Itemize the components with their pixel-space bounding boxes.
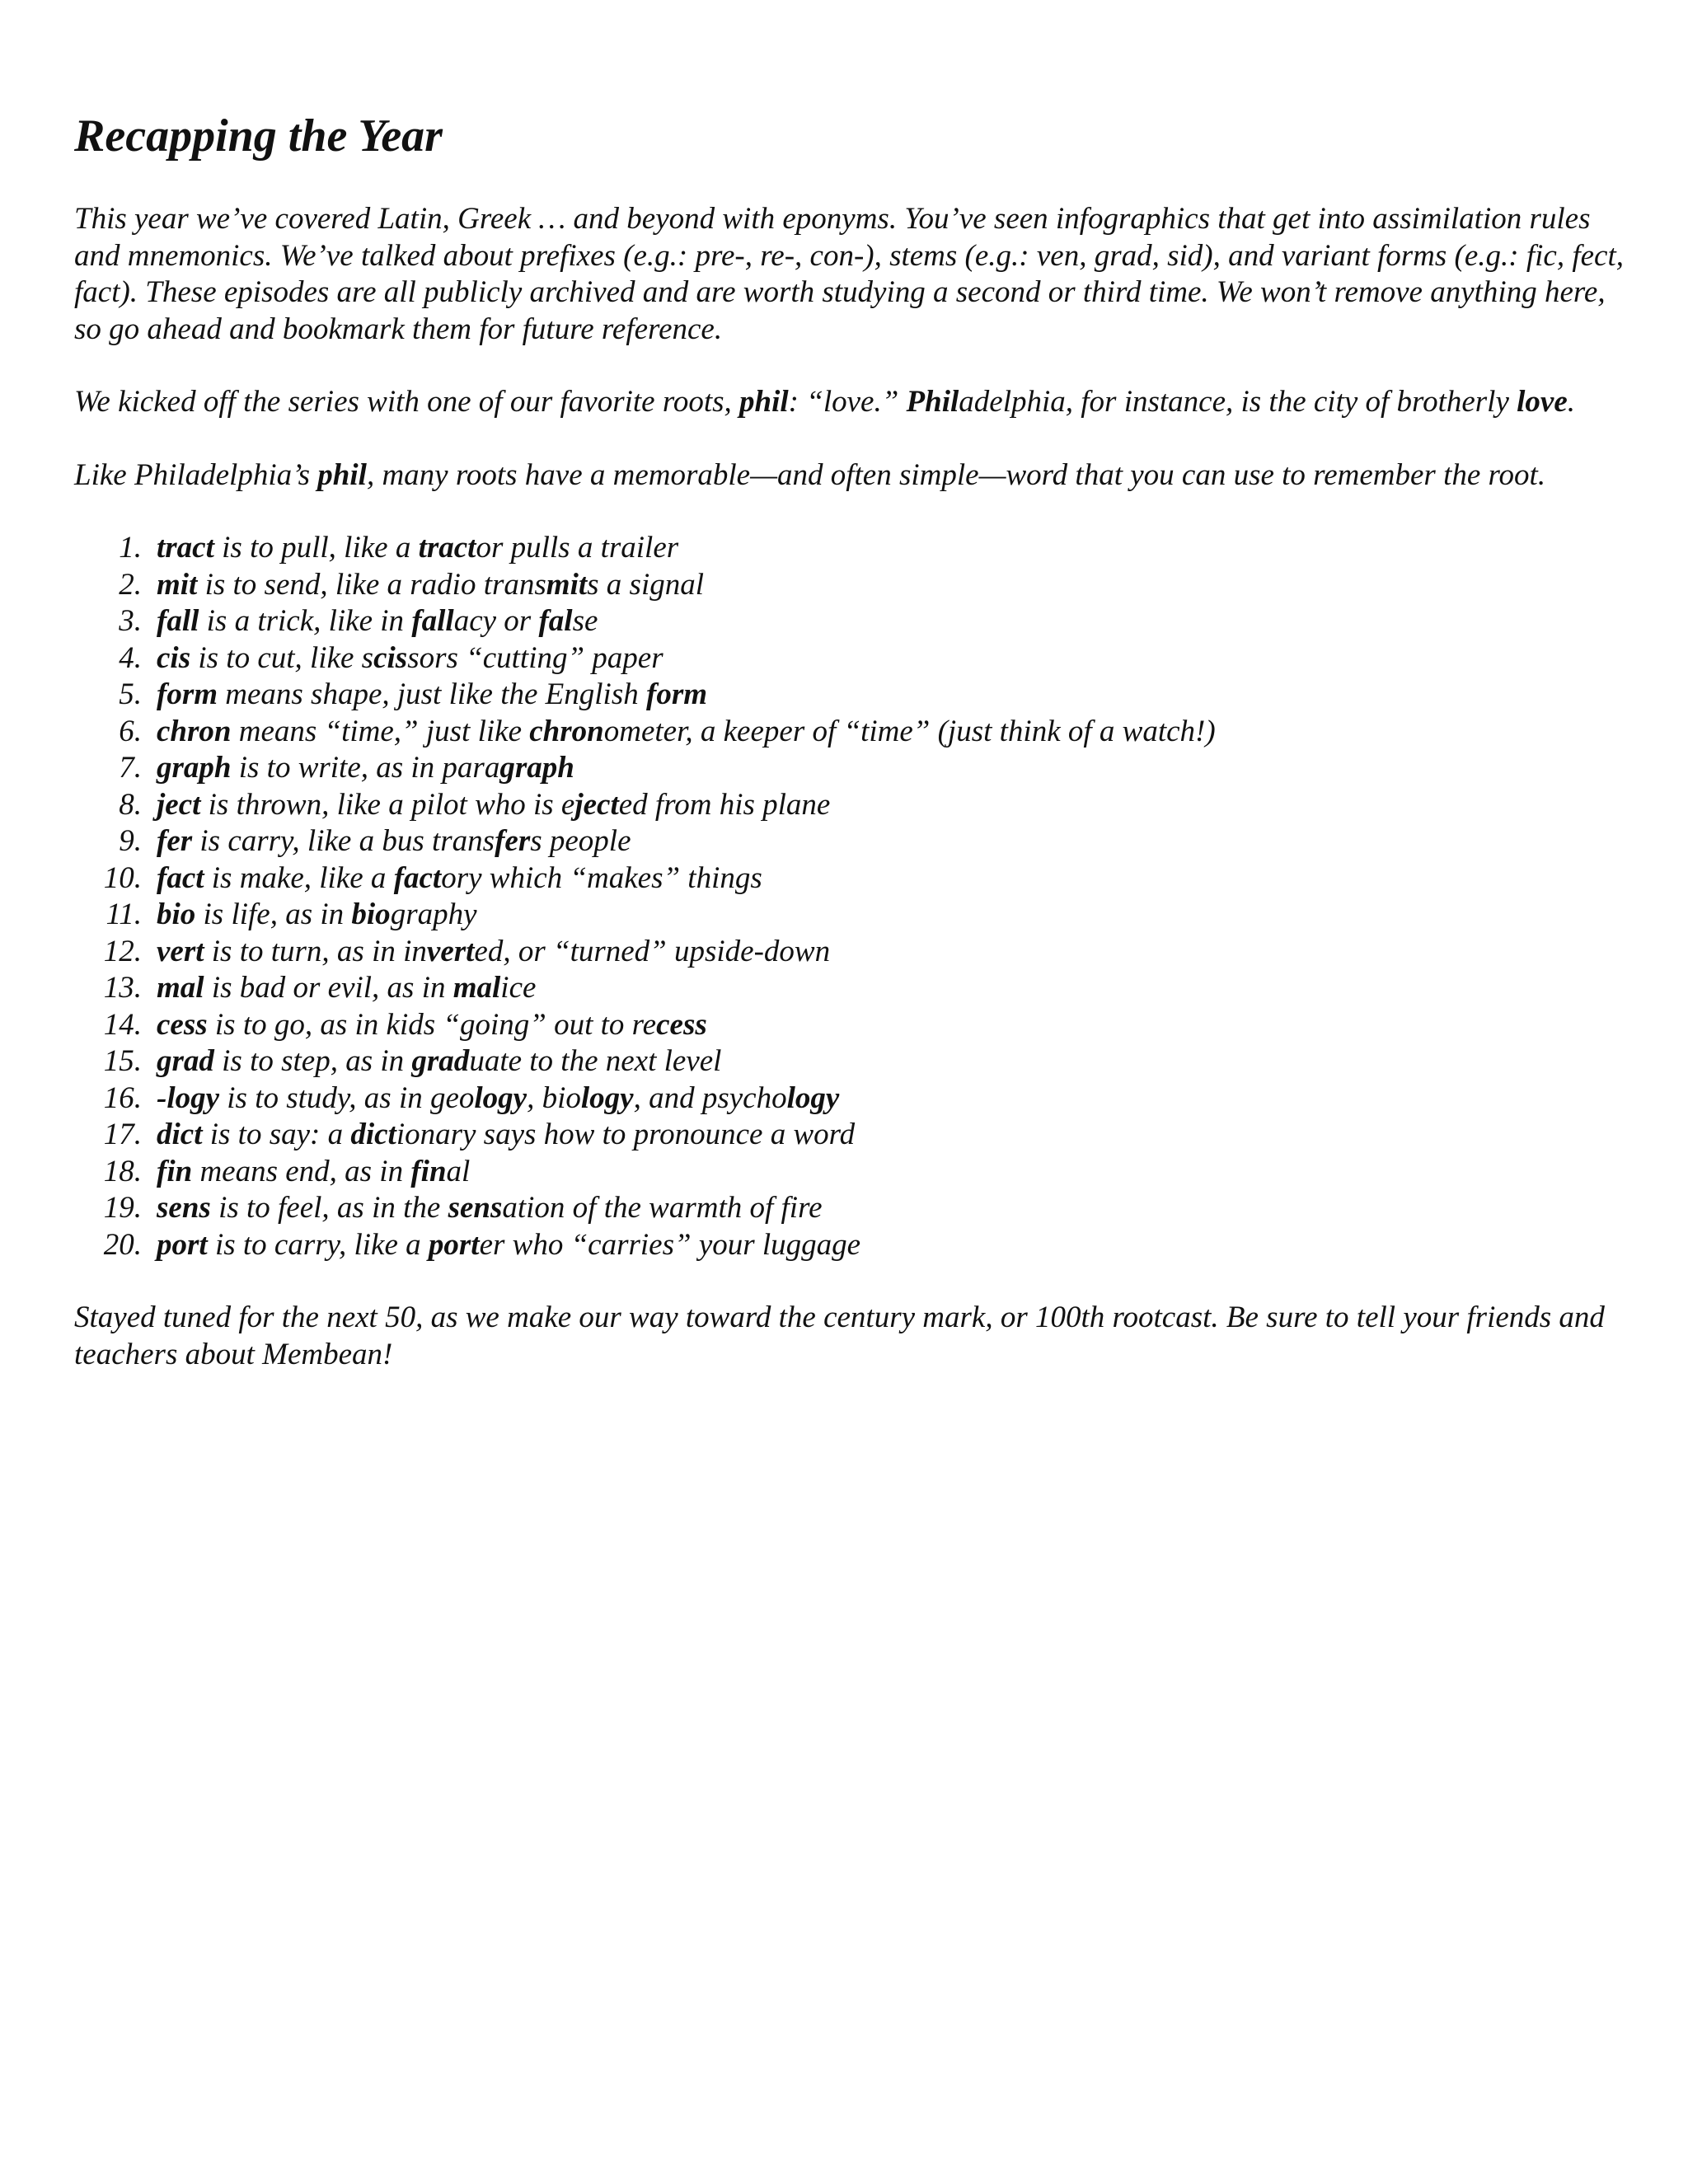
text-run: is to pull, like a <box>213 531 419 565</box>
like-paragraph <box>74 457 1632 494</box>
text-run: ice <box>500 971 537 1005</box>
root-highlight: vert <box>157 934 204 968</box>
list-item <box>74 530 1632 567</box>
text-run: ionary says how to pronounce a word <box>396 1118 856 1151</box>
list-item <box>74 750 1632 787</box>
root-highlight: mit <box>157 567 198 602</box>
list-number: 14. <box>103 1007 142 1042</box>
text-run: is bad or evil, as in <box>204 971 453 1005</box>
root-highlight: Phil <box>906 385 959 419</box>
text-run: is to go, as in kids “going” out to re <box>207 1007 657 1042</box>
root-highlight: cis <box>373 640 408 675</box>
text-run: is to send, like a radio trans <box>197 567 546 602</box>
list-number: 6. <box>119 714 142 748</box>
list-item <box>74 603 1632 640</box>
list-item <box>74 823 1632 860</box>
list-item <box>74 934 1632 971</box>
root-highlight: mal <box>452 971 501 1005</box>
root-highlight: form <box>646 677 707 711</box>
list-number: 3. <box>119 604 142 638</box>
root-highlight: port <box>428 1227 480 1262</box>
root-highlight: grad <box>411 1044 470 1078</box>
root-highlight: fall <box>411 604 454 638</box>
text-run: is thrown, like a pilot who is e <box>200 787 575 822</box>
text-run: is to feel, as in the <box>210 1191 448 1225</box>
text-run: s people <box>530 824 631 858</box>
text-run: al <box>446 1154 471 1188</box>
text-run: is make, like a <box>204 860 394 895</box>
text-run: is life, as in <box>195 898 352 931</box>
text-run: , many roots have a memorable—and often simple—word that you can use to remember the root. <box>366 457 1546 492</box>
root-highlight: port <box>157 1227 208 1262</box>
list-item <box>74 1007 1632 1044</box>
text-run: means end, as in <box>192 1154 411 1188</box>
page-title: Recapping the Year <box>74 110 443 162</box>
root-highlight: vert <box>426 934 475 968</box>
text-run: is to say: a <box>202 1118 351 1151</box>
text-run: is carry, like a bus trans <box>192 824 495 858</box>
list-item <box>74 970 1632 1007</box>
text-run: is to turn, as in in <box>204 934 427 968</box>
list-number: 9. <box>119 824 142 858</box>
list-item <box>74 1190 1632 1227</box>
list-number: 11. <box>106 898 142 931</box>
text-run: acy or <box>453 604 539 638</box>
list-number: 1. <box>119 531 142 565</box>
list-number: 13. <box>103 971 142 1005</box>
document-page <box>74 107 1632 1409</box>
root-highlight: tract <box>157 531 214 565</box>
root-highlight: dict <box>350 1118 396 1151</box>
text-run: , and psycho <box>633 1080 787 1115</box>
phil-paragraph <box>74 384 1632 421</box>
list-number: 12. <box>103 934 142 968</box>
text-run: is to cut, like s <box>190 640 374 675</box>
list-item <box>74 1080 1632 1118</box>
root-highlight: ject <box>157 787 201 822</box>
text-run: ed from his plane <box>618 787 831 822</box>
root-highlight: fact <box>157 860 204 895</box>
root-highlight: graph <box>157 751 232 785</box>
root-highlight: bio <box>351 898 391 931</box>
list-number: 15. <box>103 1044 142 1078</box>
text-run: ory which “makes” things <box>441 860 762 895</box>
list-item <box>74 1227 1632 1264</box>
text-run: s a signal <box>587 567 704 602</box>
root-highlight: mit <box>546 567 588 602</box>
root-highlight: sens <box>448 1191 503 1225</box>
text-run: means shape, just like the English <box>218 677 646 711</box>
list-item <box>74 714 1632 751</box>
text-run: is to carry, like a <box>207 1227 429 1262</box>
text-run: ed, or “turned” upside-down <box>474 934 831 968</box>
text-run: uate to the next level <box>469 1044 722 1078</box>
list-item <box>74 677 1632 714</box>
list-number: 10. <box>103 860 142 895</box>
root-highlight: chron <box>529 714 604 748</box>
text-run: sors “cutting” paper <box>407 640 663 675</box>
list-number: 2. <box>119 567 142 602</box>
root-highlight: chron <box>157 714 232 748</box>
text-run: Like Philadelphia’s <box>74 457 318 492</box>
text-run: is to step, as in <box>213 1044 412 1078</box>
list-item <box>74 1154 1632 1191</box>
list-item <box>74 1043 1632 1080</box>
root-highlight: fer <box>495 824 531 858</box>
root-highlight: love <box>1517 385 1568 419</box>
root-highlight: logy <box>474 1080 528 1115</box>
list-item <box>74 860 1632 898</box>
text-run: : “love.” <box>788 385 907 419</box>
list-item <box>74 567 1632 604</box>
text-run: is a trick, like in <box>199 604 412 638</box>
list-item <box>74 897 1632 934</box>
root-highlight: fin <box>157 1154 193 1188</box>
intro-paragraph: This year we’ve covered Latin, Greek … and beyond with eponyms. You’ve seen infographics that get into assimilation rules and mnemonics. We’ve talked about prefixes (e.g.: pre-, re-, con-), stems (e.g.: ven, grad, sid), and variant forms (e.g.: fic, fect, fact). These episodes are all publicly archived and are worth studying a second or third time. We won’t remove anything here, so go ahead and bookmark them for future reference. <box>74 202 1624 346</box>
root-highlight: cis <box>157 640 191 675</box>
root-highlight: dict <box>157 1118 203 1151</box>
root-highlight: phil <box>739 385 789 419</box>
text-run: means “time,” just like <box>231 714 530 748</box>
root-highlight: bio <box>157 898 196 931</box>
list-number: 7. <box>119 751 142 785</box>
list-number: 17. <box>103 1118 142 1151</box>
root-highlight: logy <box>580 1080 634 1115</box>
text-run: , bio <box>527 1080 581 1115</box>
root-highlight: cess <box>656 1007 707 1042</box>
list-number: 4. <box>119 640 142 675</box>
text-run: graphy <box>390 898 477 931</box>
root-highlight: graph <box>499 751 574 785</box>
root-highlight: grad <box>157 1044 214 1078</box>
root-highlight: logy <box>786 1080 840 1115</box>
root-highlight: cess <box>157 1007 208 1042</box>
list-number: 5. <box>119 677 142 711</box>
root-highlight: form <box>157 677 218 711</box>
text-run: is to study, as in geo <box>219 1080 475 1115</box>
closing-paragraph: Stayed tuned for the next 50, as we make our way toward the century mark, or 100th rootcast. Be sure to tell your friends and teachers about Membean! <box>74 1301 1605 1371</box>
text-run: . <box>1567 385 1576 419</box>
list-item <box>74 787 1632 824</box>
list-number: 18. <box>103 1154 142 1188</box>
root-highlight: -logy <box>157 1080 220 1115</box>
root-highlight: fact <box>393 860 442 895</box>
text-run: ation of the warmth of fire <box>502 1191 823 1225</box>
text-run: adelphia, for instance, is the city of brotherly <box>959 385 1517 419</box>
list-number: 19. <box>103 1191 142 1225</box>
list-number: 16. <box>103 1080 142 1115</box>
root-highlight: fal <box>538 604 573 638</box>
list-item <box>74 1117 1632 1154</box>
list-item <box>74 640 1632 677</box>
text-run: ometer, a keeper of “time” (just think of a watch!) <box>603 714 1216 748</box>
text-run: or pulls a trailer <box>476 531 679 565</box>
root-highlight: phil <box>317 457 367 492</box>
text-run: er who “carries” your luggage <box>479 1227 861 1262</box>
root-highlight: sens <box>157 1191 211 1225</box>
text-run: se <box>572 604 598 638</box>
list-number: 20. <box>103 1227 142 1262</box>
text-run: is to write, as in para <box>231 751 500 785</box>
root-highlight: mal <box>157 971 204 1005</box>
root-highlight: fall <box>157 604 199 638</box>
list-number: 8. <box>119 787 142 822</box>
root-highlight: fin <box>410 1154 447 1188</box>
text-run: We kicked off the series with one of our favorite roots, <box>74 385 740 419</box>
root-highlight: fer <box>157 824 193 858</box>
root-highlight: tract <box>418 531 476 565</box>
root-highlight: ject <box>574 787 619 822</box>
roots-list <box>74 530 1632 1263</box>
